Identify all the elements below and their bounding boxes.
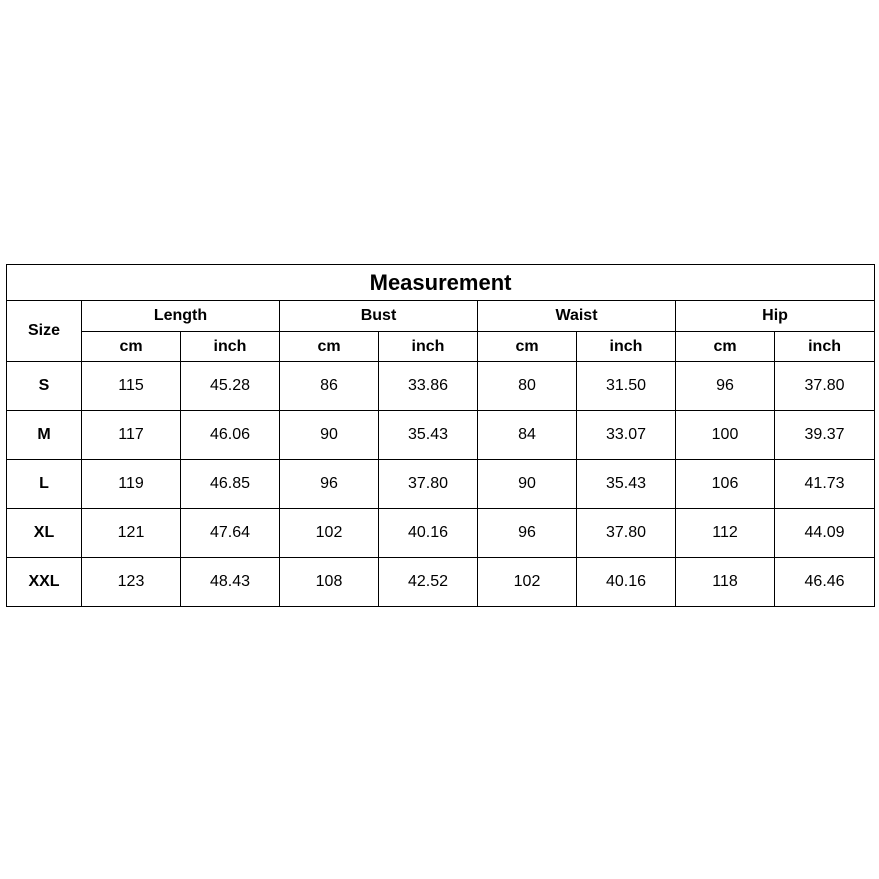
hip-cm-cell: 96	[676, 362, 775, 411]
waist-cm-cell: 90	[478, 460, 577, 509]
hip-cm-header: cm	[676, 332, 775, 362]
hip-cm-cell: 118	[676, 558, 775, 607]
length-inch-cell: 46.06	[181, 411, 280, 460]
hip-inch-cell: 39.37	[775, 411, 875, 460]
hip-cm-cell: 100	[676, 411, 775, 460]
length-cm-cell: 115	[82, 362, 181, 411]
length-cm-cell: 123	[82, 558, 181, 607]
table-row	[7, 411, 875, 460]
bust-group-header: Bust	[280, 301, 478, 332]
waist-cm-cell: 102	[478, 558, 577, 607]
length-inch-cell: 46.85	[181, 460, 280, 509]
waist-cm-header: cm	[478, 332, 577, 362]
hip-inch-header: inch	[775, 332, 875, 362]
length-inch-cell: 47.64	[181, 509, 280, 558]
length-cm-cell: 121	[82, 509, 181, 558]
waist-cm-cell: 80	[478, 362, 577, 411]
length-inch-cell: 45.28	[181, 362, 280, 411]
group-header-row	[7, 301, 875, 332]
bust-cm-cell: 102	[280, 509, 379, 558]
bust-cm-cell: 90	[280, 411, 379, 460]
waist-inch-cell: 31.50	[577, 362, 676, 411]
bust-inch-cell: 35.43	[379, 411, 478, 460]
length-cm-header: cm	[82, 332, 181, 362]
bust-inch-header: inch	[379, 332, 478, 362]
length-cm-cell: 119	[82, 460, 181, 509]
size-label: XL	[7, 509, 82, 558]
table-row	[7, 509, 875, 558]
waist-cm-cell: 84	[478, 411, 577, 460]
size-label: M	[7, 411, 82, 460]
length-inch-cell: 48.43	[181, 558, 280, 607]
table-row	[7, 362, 875, 411]
waist-inch-cell: 37.80	[577, 509, 676, 558]
unit-header-row	[7, 332, 875, 362]
length-group-header: Length	[82, 301, 280, 332]
bust-cm-cell: 86	[280, 362, 379, 411]
bust-cm-header: cm	[280, 332, 379, 362]
hip-inch-cell: 44.09	[775, 509, 875, 558]
waist-cm-cell: 96	[478, 509, 577, 558]
waist-inch-header: inch	[577, 332, 676, 362]
table-row	[7, 460, 875, 509]
hip-inch-cell: 37.80	[775, 362, 875, 411]
table-title: Measurement	[7, 265, 875, 301]
title-row	[7, 265, 875, 301]
hip-group-header: Hip	[676, 301, 875, 332]
size-label: XXL	[7, 558, 82, 607]
hip-cm-cell: 112	[676, 509, 775, 558]
hip-cm-cell: 106	[676, 460, 775, 509]
table-row	[7, 558, 875, 607]
length-inch-header: inch	[181, 332, 280, 362]
size-label: S	[7, 362, 82, 411]
bust-cm-cell: 108	[280, 558, 379, 607]
bust-cm-cell: 96	[280, 460, 379, 509]
bust-inch-cell: 42.52	[379, 558, 478, 607]
waist-inch-cell: 40.16	[577, 558, 676, 607]
waist-inch-cell: 35.43	[577, 460, 676, 509]
bust-inch-cell: 40.16	[379, 509, 478, 558]
bust-inch-cell: 37.80	[379, 460, 478, 509]
waist-group-header: Waist	[478, 301, 676, 332]
length-cm-cell: 117	[82, 411, 181, 460]
bust-inch-cell: 33.86	[379, 362, 478, 411]
size-column-header: Size	[7, 301, 82, 362]
measurement-table	[6, 264, 875, 607]
hip-inch-cell: 46.46	[775, 558, 875, 607]
hip-inch-cell: 41.73	[775, 460, 875, 509]
waist-inch-cell: 33.07	[577, 411, 676, 460]
size-label: L	[7, 460, 82, 509]
